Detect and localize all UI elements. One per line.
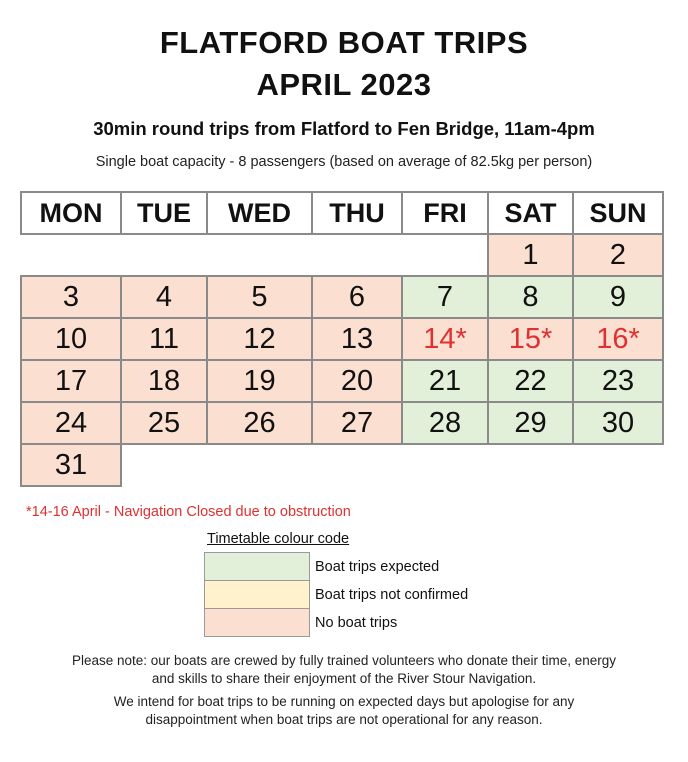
calendar-day: 6: [312, 276, 402, 318]
calendar-day: 3: [21, 276, 121, 318]
calendar-day: 10: [21, 318, 121, 360]
calendar-day: 27: [312, 402, 402, 444]
legend-swatch-expected: [205, 553, 310, 581]
calendar-empty-cell: [121, 234, 207, 276]
trip-subtitle: 30min round trips from Flatford to Fen Bridge, 11am-4pm: [93, 118, 595, 139]
calendar-week-row: [21, 444, 663, 486]
calendar-day-closed: 14*: [402, 318, 488, 360]
calendar-day: 2: [573, 234, 663, 276]
calendar-day: 9: [573, 276, 663, 318]
calendar-body: [21, 234, 663, 486]
capacity-note: Single boat capacity - 8 passengers (based on average of 82.5kg per person): [95, 154, 593, 170]
footer-line: and skills to share their enjoyment of the River Stour Navigation.: [151, 671, 537, 686]
legend-label: Boat trips not confirmed: [315, 586, 469, 603]
calendar-day: 29: [488, 402, 573, 444]
weekday-header: MON: [21, 192, 121, 234]
calendar-day: 28: [402, 402, 488, 444]
footer-line: disappointment when boat trips are not operational for any reason.: [145, 712, 543, 727]
legend-item: [205, 581, 469, 609]
calendar-empty-cell: [402, 234, 488, 276]
legend-item: [205, 553, 469, 581]
calendar-day: 7: [402, 276, 488, 318]
calendar-day-closed: 15*: [488, 318, 573, 360]
calendar-day: 5: [207, 276, 312, 318]
legend-label: No boat trips: [315, 614, 398, 631]
volunteer-note: [0, 652, 688, 688]
weekday-header: SUN: [573, 192, 663, 234]
weekday-header: TUE: [121, 192, 207, 234]
calendar-empty-cell: [312, 444, 402, 486]
legend-label: Boat trips expected: [315, 558, 440, 575]
calendar-day: 11: [121, 318, 207, 360]
apology-note: [0, 693, 688, 729]
legend-swatch-no-trips: [205, 609, 310, 637]
calendar-empty-cell: [402, 444, 488, 486]
calendar-day: 26: [207, 402, 312, 444]
calendar-empty-cell: [488, 444, 573, 486]
calendar-empty-cell: [312, 234, 402, 276]
footer-line: We intend for boat trips to be running on expected days but apologise for any: [113, 694, 575, 709]
calendar-day: 4: [121, 276, 207, 318]
page-title-month: APRIL 2023: [256, 67, 432, 102]
calendar-day: 12: [207, 318, 312, 360]
weekday-header: SAT: [488, 192, 573, 234]
calendar-day: 25: [121, 402, 207, 444]
calendar-week-row: [21, 318, 663, 360]
colour-legend: [204, 552, 469, 637]
calendar-empty-cell: [207, 234, 312, 276]
calendar-day: 31: [21, 444, 121, 486]
calendar-day: 18: [121, 360, 207, 402]
calendar-week-row: [21, 234, 663, 276]
weekday-header: FRI: [402, 192, 488, 234]
calendar-day: 24: [21, 402, 121, 444]
calendar-empty-cell: [121, 444, 207, 486]
april-calendar: [20, 191, 664, 487]
weekday-header: THU: [312, 192, 402, 234]
weekday-header-row: [21, 192, 663, 234]
calendar-day: 1: [488, 234, 573, 276]
calendar-week-row: [21, 276, 663, 318]
calendar-day: 20: [312, 360, 402, 402]
legend-swatch-not-confirmed: [205, 581, 310, 609]
legend-title: Timetable colour code: [207, 531, 350, 547]
footer-line: Please note: our boats are crewed by fully trained volunteers who donate their time, energy: [71, 653, 617, 668]
calendar-day: 13: [312, 318, 402, 360]
calendar-day: 22: [488, 360, 573, 402]
calendar-day: 30: [573, 402, 663, 444]
closure-note: *14-16 April - Navigation Closed due to obstruction: [26, 504, 351, 520]
calendar-day: 8: [488, 276, 573, 318]
page-title: FLATFORD BOAT TRIPS: [159, 25, 529, 60]
calendar-day: 17: [21, 360, 121, 402]
calendar-day: 21: [402, 360, 488, 402]
calendar-day-closed: 16*: [573, 318, 663, 360]
legend-item: [205, 609, 469, 637]
calendar-week-row: [21, 360, 663, 402]
calendar-empty-cell: [207, 444, 312, 486]
calendar-empty-cell: [573, 444, 663, 486]
calendar-day: 23: [573, 360, 663, 402]
weekday-header: WED: [207, 192, 312, 234]
calendar-week-row: [21, 402, 663, 444]
calendar-empty-cell: [21, 234, 121, 276]
calendar-day: 19: [207, 360, 312, 402]
